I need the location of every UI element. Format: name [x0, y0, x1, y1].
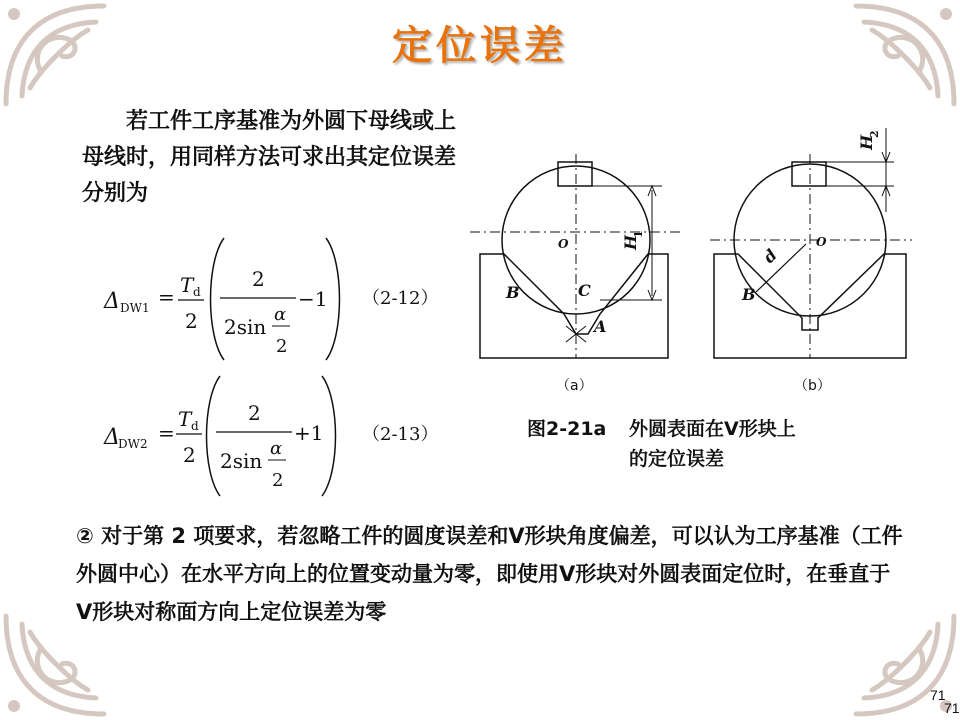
caption-label: 图2-21a	[527, 418, 607, 440]
eq-number: （2-13）	[362, 424, 439, 445]
eq-coef-num-sub: d	[193, 285, 201, 299]
caption-line-1: 外圆表面在V形块上	[629, 418, 796, 440]
intro-text: 若工件工序基准为外圆下母线或上母线时，用同样方法可求出其定位误差分别为	[82, 109, 457, 206]
eq-equals: =	[158, 421, 175, 445]
eq-alpha-den: 2	[272, 470, 284, 491]
eq-coef-num: T	[178, 407, 192, 431]
fig-b-dim-h-sub: 2	[868, 130, 881, 138]
eq-sub: DW1	[120, 301, 150, 315]
eq-equals: =	[158, 285, 175, 309]
eq-delta: Δ	[104, 289, 120, 314]
eq-frac-num: 2	[252, 267, 265, 291]
caption-line-2: 的定位误差	[629, 448, 725, 470]
eq-coef-den: 2	[185, 309, 198, 333]
eq-coef-num: T	[180, 273, 194, 297]
equation-2-13	[100, 372, 480, 502]
eq-delta: Δ	[104, 425, 120, 450]
fig-a-point-c: C	[578, 281, 591, 300]
eq-alpha: α	[274, 304, 287, 325]
eq-frac-num: 2	[248, 401, 261, 425]
v-block-figure	[470, 120, 940, 400]
eq-coef-num-sub: d	[191, 419, 199, 433]
fig-a-point-b: B	[506, 283, 520, 302]
slide-title: 定位误差	[392, 23, 568, 69]
page-number: 71	[930, 687, 946, 703]
bottom-paragraph: ② 对于第 2 项要求，若忽略工件的圆度误差和V形块角度偏差，可以认为工序基准（工件外圆中心）在水平方向上的位置变动量为零，即使用V形块对外圆表面定位时，在垂直于V形块对称面方向上定位误差为零	[76, 524, 903, 624]
fig-a-label: （a）	[556, 378, 593, 394]
eq-number: （2-12）	[362, 288, 439, 309]
figure-a	[470, 154, 680, 358]
eq-alpha: α	[270, 438, 283, 459]
eq-frac-den-a: 2sin	[224, 315, 267, 339]
fig-a-point-a: A	[594, 317, 607, 336]
fig-a-point-o: O	[558, 237, 569, 251]
page-number-shadow: 71	[944, 700, 960, 716]
fig-b-dim-h: H	[857, 134, 876, 150]
equation-2-12	[100, 232, 480, 362]
figure-caption	[527, 414, 877, 474]
fig-b-point-o: O	[816, 235, 827, 249]
intro-paragraph	[82, 104, 462, 212]
figure-b	[710, 128, 912, 358]
eq-frac-den-a: 2sin	[220, 449, 263, 473]
fig-a-dim-h: H	[621, 234, 640, 250]
eq-sub: DW2	[118, 437, 148, 451]
eq-coef-den: 2	[183, 443, 196, 467]
eq-op: −1	[298, 287, 328, 311]
fig-b-point-b: B	[742, 285, 756, 304]
fig-a-dim-h-sub: 1	[632, 230, 645, 238]
fig-b-label: （b）	[794, 378, 831, 394]
eq-alpha-den: 2	[276, 336, 288, 357]
fig-b-dim-d: d	[759, 245, 781, 267]
eq-op: +1	[294, 421, 324, 445]
